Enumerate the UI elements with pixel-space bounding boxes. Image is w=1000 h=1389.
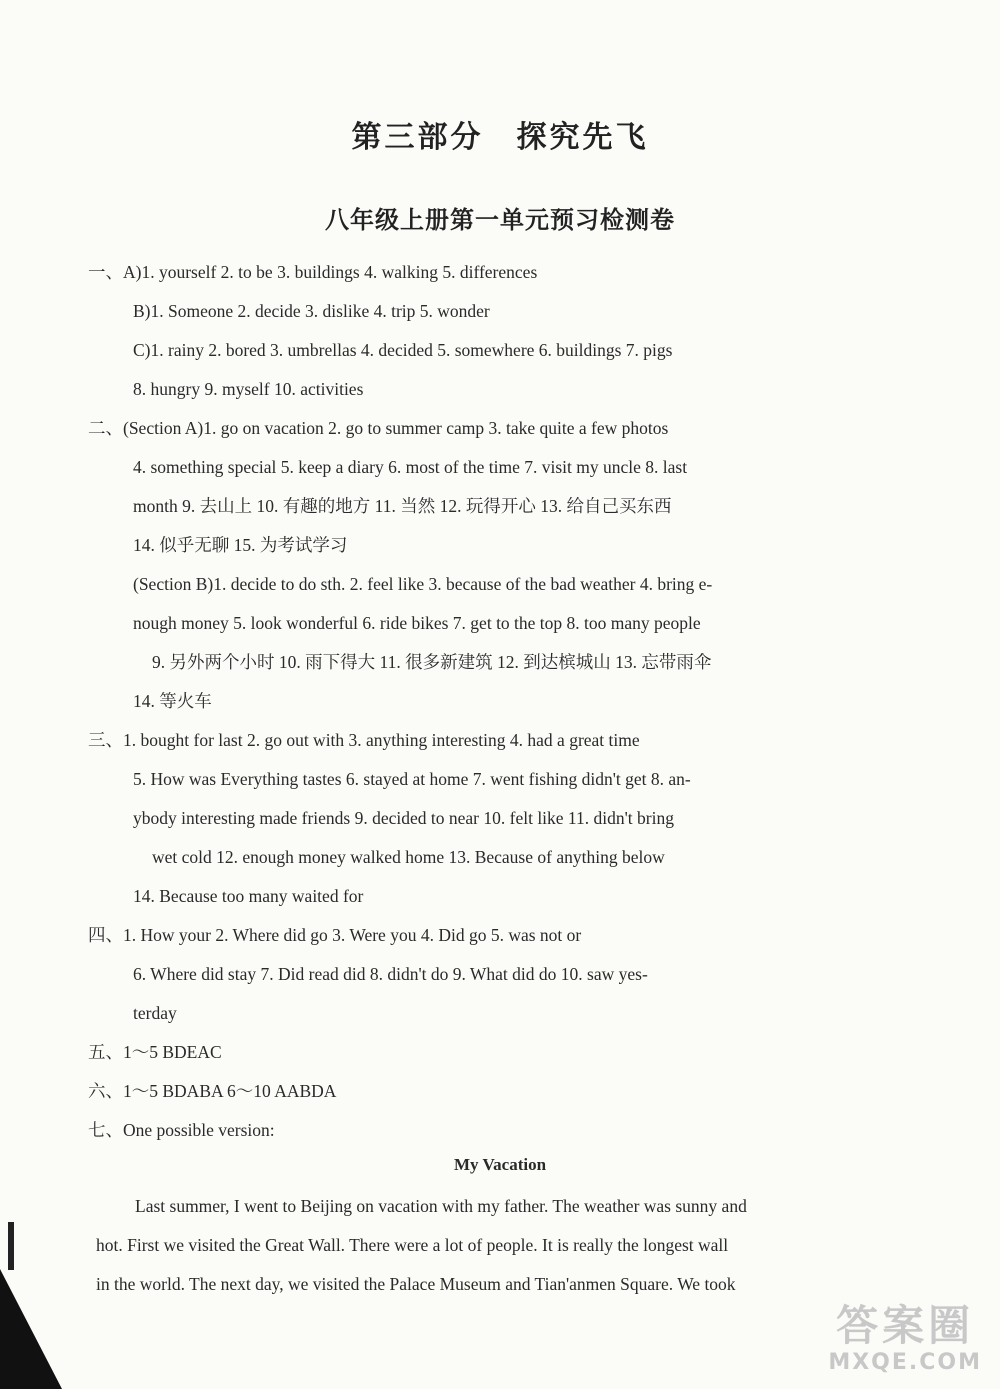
unit-title: 八年级上册第一单元预习检测卷 bbox=[325, 206, 675, 234]
answer-line: nough money 5. look wonderful 6. ride bikes 7. get to the top 8. too many people bbox=[133, 613, 701, 633]
essay-line: hot. First we visited the Great Wall. There were a lot of people. It is really the longest wall bbox=[96, 1235, 729, 1255]
essay-line: in the world. The next day, we visited the Palace Museum and Tian'anmen Square. We took bbox=[96, 1274, 736, 1294]
answer-line: wet cold 12. enough money walked home 13. Because of anything below bbox=[152, 847, 665, 867]
answer-line: 5. How was Everything tastes 6. stayed at home 7. went fishing didn't get 8. an- bbox=[133, 769, 691, 789]
answer-line: 五、1～5 BDEAC bbox=[88, 1042, 222, 1062]
answer-line: 14. 似乎无聊 15. 为考试学习 bbox=[133, 535, 348, 555]
answer-line: month 9. 去山上 10. 有趣的地方 11. 当然 12. 玩得开心 13. 给自己买东西 bbox=[133, 496, 672, 516]
answer-line: 4. something special 5. keep a diary 6. most of the time 7. visit my uncle 8. last bbox=[133, 457, 688, 477]
answer-line: terday bbox=[133, 1003, 177, 1023]
answer-line: 四、1. How your 2. Where did go 3. Were you 4. Did go 5. was not or bbox=[88, 925, 582, 945]
answer-line: 8. hungry 9. myself 10. activities bbox=[133, 379, 364, 399]
essay-title: My Vacation bbox=[453, 1155, 547, 1174]
answer-line: (Section B)1. decide to do sth. 2. feel like 3. because of the bad weather 4. bring e- bbox=[133, 574, 713, 594]
page-corner-shadow bbox=[0, 1269, 62, 1389]
answer-line: 二、(Section A)1. go on vacation 2. go to summer camp 3. take quite a few photos bbox=[88, 418, 669, 438]
answer-line: 14. 等火车 bbox=[133, 691, 212, 711]
binding-mark bbox=[8, 1222, 14, 1270]
watermark-logo bbox=[828, 1302, 982, 1375]
answer-line: C)1. rainy 2. bored 3. umbrellas 4. decided 5. somewhere 6. buildings 7. pigs bbox=[133, 340, 673, 360]
answer-line: 七、One possible version: bbox=[88, 1120, 275, 1140]
part-title: 第三部分 探究先飞 bbox=[351, 120, 649, 155]
watermark-url: MXQE.COM bbox=[828, 1350, 982, 1375]
answer-line: B)1. Someone 2. decide 3. dislike 4. trip 5. wonder bbox=[133, 301, 490, 321]
essay-line: Last summer, I went to Beijing on vacation with my father. The weather was sunny and bbox=[135, 1196, 747, 1216]
watermark-main: 答案圈 bbox=[836, 1301, 975, 1350]
answer-line: 9. 另外两个小时 10. 雨下得大 11. 很多新建筑 12. 到达槟城山 13. 忘带雨伞 bbox=[152, 652, 712, 672]
answer-line: 一、A)1. yourself 2. to be 3. buildings 4. walking 5. differences bbox=[88, 262, 538, 282]
answer-line: 6. Where did stay 7. Did read did 8. didn't do 9. What did do 10. saw yes- bbox=[133, 964, 648, 984]
answer-line: ybody interesting made friends 9. decided to near 10. felt like 11. didn't bring bbox=[133, 808, 674, 828]
answer-line: 14. Because too many waited for bbox=[133, 886, 364, 906]
answer-line: 六、1～5 BDABA 6～10 AABDA bbox=[88, 1081, 337, 1101]
answer-line: 三、1. bought for last 2. go out with 3. anything interesting 4. had a great time bbox=[88, 730, 640, 750]
